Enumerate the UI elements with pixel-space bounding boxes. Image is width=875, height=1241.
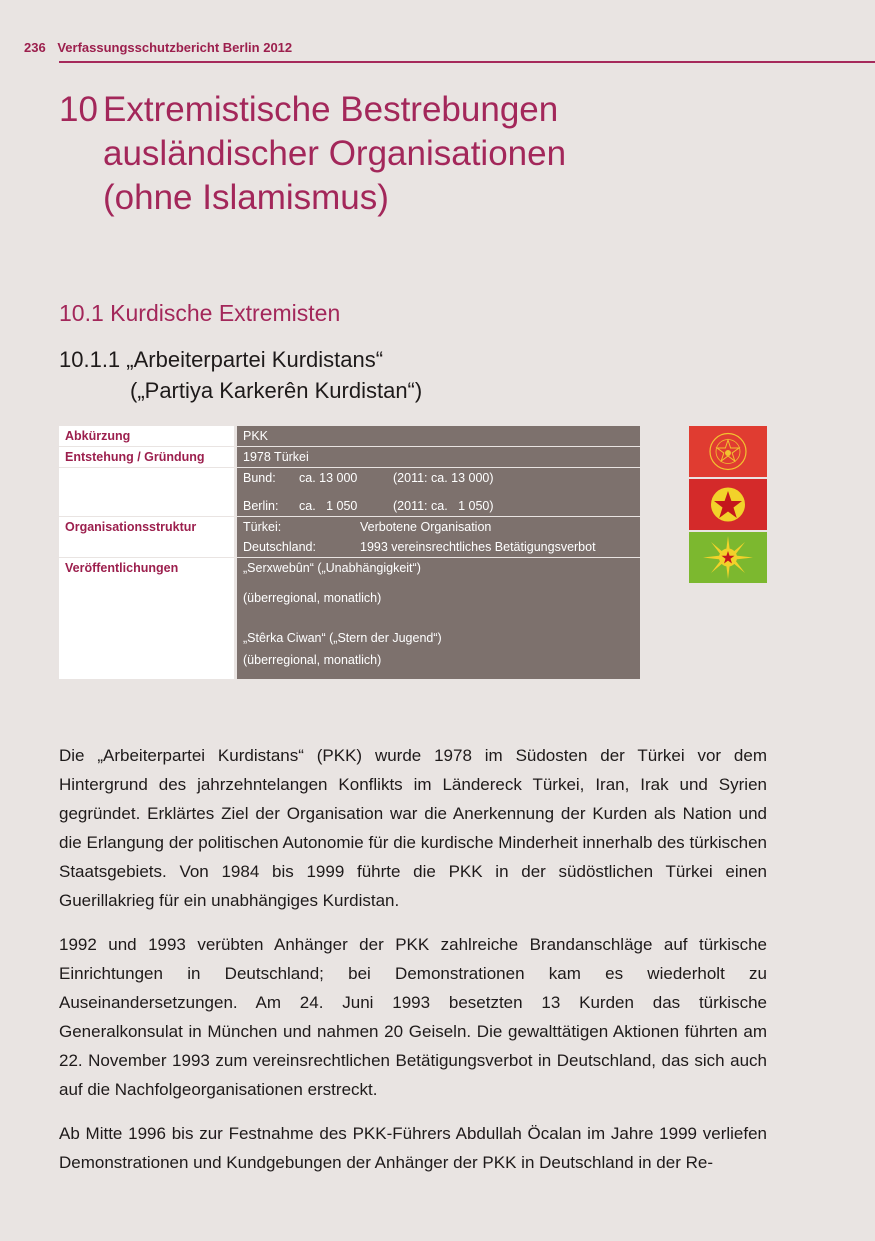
value-veroeffentlichungen xyxy=(236,558,641,680)
paragraph-1: Die „Arbeiterpartei Kurdistans“ (PKK) wurde 1978 im Südosten der Türkei vor dem Hintergrund des jahrzehntelangen Konflikts im Ländereck Türkei, Iran, Irak und Syrien gegründet. Erklärtes Ziel der Organisation war die Anerkennung der Kurden als Nation und die Erlangung der politischen Autonomie für die kurdische Minderheit innerhalb des türkischen Staatsgebiets. Von 1984 bis 1999 führte die PKK in der südöstlichen Türkei einen Guerillakrieg für ein unabhängiges Kurdistan. xyxy=(59,746,767,910)
label-struktur: Organisationsstruktur xyxy=(59,517,236,558)
bund-value: ca. 13 000 xyxy=(299,471,358,485)
green-star-flag-icon xyxy=(689,532,767,583)
subsection-line-1: 10.1.1 „Arbeiterpartei Kurdistans“ xyxy=(59,347,384,372)
table-row xyxy=(59,426,640,447)
value-entstehung: 1978 Türkei xyxy=(236,447,641,468)
chapter-title xyxy=(59,88,759,220)
mitglieder-bund xyxy=(243,471,634,485)
publication-2-note: (überregional, monatlich) xyxy=(243,653,382,667)
chapter-line-2: ausländischer Organisationen xyxy=(103,134,567,173)
chapter-line-3: (ohne Islamismus) xyxy=(103,178,389,217)
body-text xyxy=(59,741,767,1192)
table-row xyxy=(59,468,640,517)
info-table xyxy=(59,426,640,680)
berlin-label: Berlin: xyxy=(243,499,279,513)
report-title: Verfassungsschutzbericht Berlin 2012 xyxy=(57,40,293,55)
section-heading: 10.1 Kurdische Extremisten xyxy=(59,300,341,326)
subsection-heading xyxy=(59,344,422,406)
label-veroeffentlichungen: Veröffentlichungen xyxy=(59,558,236,680)
value-struktur xyxy=(236,517,641,558)
struktur-tuerkei-value: Verbotene Organisation xyxy=(360,520,492,534)
chapter-line-1: Extremistische Bestrebungen xyxy=(103,90,559,129)
berlin-value: ca. 1 050 xyxy=(299,499,358,513)
label-entstehung: Entstehung / Gründung xyxy=(59,447,236,468)
table-row xyxy=(59,517,640,558)
table-row xyxy=(59,558,640,680)
subsection-line-2: („Partiya Karkerên Kurdistan“) xyxy=(130,378,423,403)
value-abkuerzung: PKK xyxy=(236,426,641,447)
table-row xyxy=(59,447,640,468)
pkk-emblem-flag-icon xyxy=(689,426,767,477)
page-number: 236 xyxy=(24,40,46,55)
bund-label: Bund: xyxy=(243,471,276,485)
struktur-de-value: 1993 vereinsrechtliches Betätigungsverbot xyxy=(360,540,596,554)
publication-1-note: (überregional, monatlich) xyxy=(243,591,382,605)
struktur-tuerkei xyxy=(243,520,634,534)
bund-prev: (2011: ca. 13 000) xyxy=(393,471,494,485)
label-mitglieder-empty xyxy=(59,468,236,517)
value-mitglieder xyxy=(236,468,641,517)
struktur-deutschland xyxy=(243,540,634,554)
paragraph-2: 1992 und 1993 verübten Anhänger der PKK zahlreiche Brandanschläge auf türkische Einrichtungen in Deutschland; bei Demonstrationen kam es wiederholt zu Auseinandersetzungen. Am 24. Juni 1993 besetzten 13 Kurden das türkische Generalkonsulat in München und nahmen 20 Geiseln. Die gewalttätigen Aktionen führten am 22. November 1993 zum vereinsrechtlichen Betätigungsverbot in Deutschland, das sich auch auf die Nachfolgeorganisationen erstreckt. xyxy=(59,935,767,1099)
struktur-tuerkei-label: Türkei: xyxy=(243,520,282,534)
mitglieder-berlin xyxy=(243,499,634,513)
publication-2: „Stêrka Ciwan“ („Stern der Jugend“) xyxy=(243,631,442,645)
paragraph-3: Ab Mitte 1996 bis zur Festnahme des PKK-Führers Abdullah Öcalan im Jahre 1999 verliefen Demonstrationen und Kundgebungen der Anhänger der PKK in Deutschland in der Re- xyxy=(59,1124,767,1172)
struktur-de-label: Deutschland: xyxy=(243,540,316,554)
header-rule xyxy=(59,61,875,63)
chapter-number: 10 xyxy=(59,90,98,129)
running-header xyxy=(24,40,292,55)
flags-column xyxy=(689,426,767,585)
label-abkuerzung: Abkürzung xyxy=(59,426,236,447)
berlin-prev: (2011: ca. 1 050) xyxy=(393,499,494,513)
publication-1: „Serxwebûn“ („Unabhängigkeit“) xyxy=(243,561,421,575)
red-star-flag-icon xyxy=(689,479,767,530)
